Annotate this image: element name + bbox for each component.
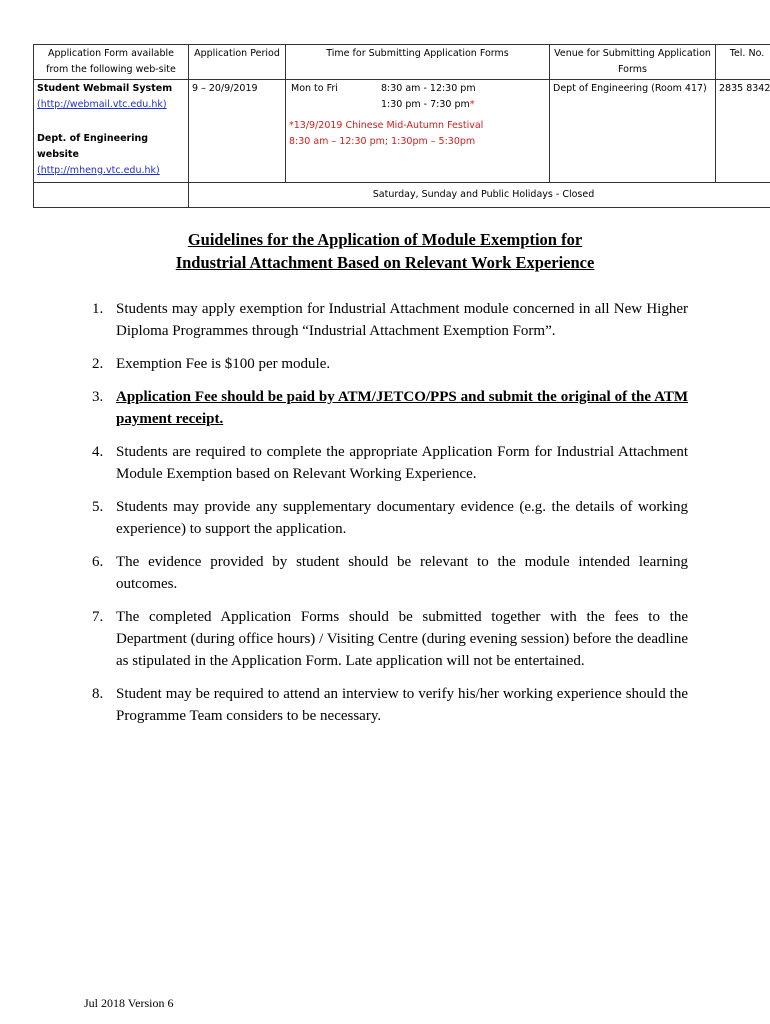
header-form-source: Application Form available from the following web-site: [34, 45, 189, 80]
item-number: 3.: [92, 389, 104, 405]
list-item: [84, 496, 688, 540]
guidelines-list: [84, 298, 688, 738]
time-slot-asterisk: *: [469, 99, 475, 110]
list-item: [84, 353, 688, 375]
closed-notice: Saturday, Sunday and Public Holidays - Closed: [189, 183, 770, 208]
list-item: [84, 551, 688, 595]
dept-website-link[interactable]: (http://mheng.vtc.edu.hk): [37, 165, 160, 176]
header-application-period: Application Period: [189, 45, 286, 80]
blank-cell: [34, 183, 189, 208]
time-slot-afternoon: 1:30 pm - 7:30 pm: [381, 99, 470, 110]
item-text: Exemption Fee is $100 per module.: [116, 356, 331, 372]
item-text: Student may be required to attend an interview to verify his/her working experience should the Programme Team considers to be necessary.: [116, 686, 688, 724]
page-title: [0, 228, 770, 274]
item-number: 8.: [92, 686, 104, 702]
item-text: Application Fee should be paid by ATM/JETCO/PPS and submit the original of the ATM payment receipt.: [116, 389, 688, 427]
header-venue: Venue for Submitting Application Forms: [550, 45, 716, 80]
item-number: 1.: [92, 301, 104, 317]
item-text: The completed Application Forms should be submitted together with the fees to the Department (during office hours) / Visiting Centre (during evening session) before the deadline as stipulated in the Application Form. Late application will not be entertained.: [116, 609, 688, 669]
tel-value: 2835 8342: [716, 80, 770, 183]
header-submission-time: Time for Submitting Application Forms: [286, 45, 550, 80]
item-text: The evidence provided by student should be relevant to the module intended learning outcomes.: [116, 554, 688, 592]
item-number: 6.: [92, 554, 104, 570]
title-line-2: Industrial Attachment Based on Relevant Work Experience: [175, 253, 595, 272]
list-item: [84, 386, 688, 430]
venue-value: Dept of Engineering (Room 417): [550, 80, 716, 183]
item-text: Students may provide any supplementary documentary evidence (e.g. the details of working experience) to support the application.: [116, 499, 688, 537]
application-info-table: [33, 44, 770, 208]
item-text: Students may apply exemption for Industrial Attachment module concerned in all New Higher Diploma Programmes through “Industrial Attachment Exemption Form”.: [116, 301, 688, 339]
list-item: [84, 298, 688, 342]
form-source-cell: [34, 80, 189, 183]
time-days: Mon to Fri: [291, 83, 338, 94]
webmail-title: Student Webmail System: [37, 83, 173, 94]
item-number: 5.: [92, 499, 104, 515]
list-item: [84, 606, 688, 672]
item-text: Students are required to complete the appropriate Application Form for Industrial Attachment Module Exemption based on Relevant Working Experience.: [116, 444, 688, 482]
webmail-link[interactable]: (http://webmail.vtc.edu.hk): [37, 99, 167, 110]
festival-note-line2: 8:30 am – 12:30 pm; 1:30pm – 5:30pm: [289, 136, 476, 147]
submission-time-cell: [286, 80, 550, 183]
list-item: [84, 683, 688, 727]
item-number: 7.: [92, 609, 104, 625]
dept-website-title: Dept. of Engineering website: [37, 133, 149, 160]
list-item: [84, 441, 688, 485]
application-period-value: 9 – 20/9/2019: [189, 80, 286, 183]
festival-note-line1: *13/9/2019 Chinese Mid-Autumn Festival: [289, 120, 484, 131]
time-slot-morning: 8:30 am - 12:30 pm: [381, 83, 476, 94]
header-tel: Tel. No.: [716, 45, 770, 80]
item-number: 4.: [92, 444, 104, 460]
version-footer: Jul 2018 Version 6: [84, 996, 174, 1010]
item-number: 2.: [92, 356, 104, 372]
title-line-1: Guidelines for the Application of Module Exemption for: [187, 230, 583, 249]
